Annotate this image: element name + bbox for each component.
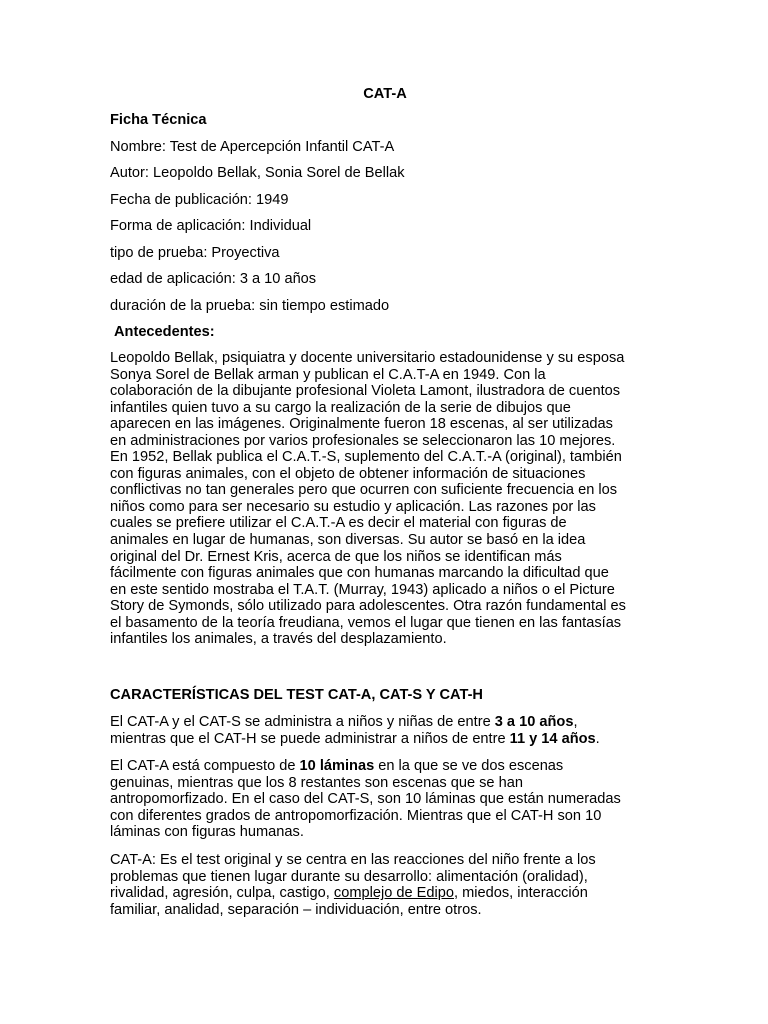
caracteristicas-paragraph-2 — [110, 758, 662, 841]
ficha-item-edad: edad de aplicación: 3 a 10 años — [110, 271, 317, 287]
paragraph-line: familiar, analidad, separación – individuación, entre otros. — [110, 901, 482, 918]
antecedentes-line: conflictivas no tan generales pero que ocurren con suficiente frecuencia en los — [110, 482, 618, 499]
paragraph-line — [110, 731, 662, 748]
ficha-item-tipo: tipo de prueba: Proyectiva — [110, 245, 280, 261]
paragraph-line: antropomorfizado. En el caso del CAT-S, son 10 láminas que están numeradas — [110, 791, 621, 808]
paragraph-line — [110, 885, 662, 902]
antecedentes-line: el basamento de la teoría freudiana, vemos el lugar que tienen en las fantasías — [110, 614, 622, 631]
ficha-item-autor: Autor: Leopoldo Bellak, Sonia Sorel de Bellak — [110, 165, 405, 181]
laminas-highlight: 10 láminas — [299, 758, 375, 774]
antecedentes-line: con figuras animales, con el objeto de obtener información de situaciones — [110, 465, 586, 482]
antecedentes-line: fácilmente con figuras animales que con humanas marcando la dificultad que — [110, 565, 609, 582]
antecedentes-line: niños como para ser necesario su estudio y aplicación. Las razones por las — [110, 498, 596, 515]
antecedentes-paragraph — [110, 350, 662, 648]
text-run: El CAT-A y el CAT-S se administra a niños y niñas de entre — [110, 714, 495, 730]
text-run: El CAT-A está compuesto de — [110, 758, 300, 774]
paragraph-line: CAT-A: Es el test original y se centra en las reacciones del niño frente a los — [110, 852, 596, 868]
antecedentes-line: infantiles quien tuvo a su cargo la realización de la serie de dibujos que — [110, 399, 571, 416]
antecedentes-line: Leopoldo Bellak, psiquiatra y docente universitario estadounidense y su esposa — [110, 350, 625, 366]
text-run: , — [573, 714, 578, 730]
paragraph-line: con diferentes grados de antropomorfización. Mientras que el CAT-H son 10 — [110, 807, 602, 824]
caracteristicas-heading: CARACTERÍSTICAS DEL TEST CAT-A, CAT-S Y CAT-H — [110, 687, 483, 703]
paragraph-line — [110, 714, 662, 731]
age-range-highlight: 3 a 10 años — [494, 714, 574, 730]
caracteristicas-paragraph-3 — [110, 852, 662, 918]
antecedentes-line: infantiles los animales, a través del desplazamiento. — [110, 631, 447, 648]
antecedentes-line: cuales se prefiere utilizar el C.A.T.-A es decir el material con figuras de — [110, 515, 567, 532]
antecedentes-line: Sonya Sorel de Bellak arman y publican el C.A.T-A en 1949. Con la — [110, 366, 546, 383]
ficha-item-forma: Forma de aplicación: Individual — [110, 218, 312, 234]
antecedentes-line: en administraciones por varios profesionales se seleccionaron las 10 mejores. — [110, 432, 616, 449]
text-run: mientras que el CAT-H se puede administrar a niños de entre — [110, 730, 510, 747]
text-run: en la que se ve dos escenas — [374, 758, 564, 774]
paragraph-line: láminas con figuras humanas. — [110, 824, 304, 841]
ficha-item-duracion: duración de la prueba: sin tiempo estimado — [110, 298, 390, 314]
ficha-item-nombre: Nombre: Test de Apercepción Infantil CAT-A — [110, 139, 395, 155]
antecedentes-line: Story de Symonds, sólo utilizado para adolescentes. Otra razón fundamental es — [110, 598, 626, 615]
antecedentes-line: en este sentido mostraba el T.A.T. (Murray, 1943) aplicado a niños o el Picture — [110, 581, 615, 598]
paragraph-line: genuinas, mientras que los 8 restantes son escenas que se han — [110, 774, 523, 791]
antecedentes-line: En 1952, Bellak publica el C.A.T.-S, suplemento del C.A.T.-A (original), también — [110, 449, 622, 466]
ficha-heading: Ficha Técnica — [110, 112, 207, 128]
paragraph-line — [110, 758, 662, 775]
document-title: CAT-A — [363, 86, 407, 102]
text-run: . — [595, 730, 600, 747]
paragraph-line: problemas que tienen lugar durante su desarrollo: alimentación (oralidad), — [110, 868, 588, 885]
text-run: , miedos, interacción — [453, 885, 588, 902]
antecedentes-heading: Antecedentes: — [114, 324, 215, 340]
antecedentes-line: aparecen en las imágenes. Originalmente fueron 18 escenas, al ser utilizadas — [110, 416, 613, 433]
ficha-item-fecha: Fecha de publicación: 1949 — [110, 192, 289, 208]
antecedentes-line: animales en lugar de humanas, son diversas. Su autor se basó en la idea — [110, 532, 586, 549]
age-range-highlight: 11 y 14 años — [509, 730, 596, 747]
antecedentes-line: colaboración de la dibujante profesional Violeta Lamont, ilustradora de cuentos — [110, 383, 621, 400]
caracteristicas-paragraph-1 — [110, 714, 662, 747]
text-run: rivalidad, agresión, culpa, castigo, — [110, 885, 334, 902]
antecedentes-line: original del Dr. Ernest Kris, acerca de que los niños se identifican más — [110, 548, 562, 565]
complejo-de-edipo-link[interactable]: complejo de Edipo — [333, 885, 454, 902]
